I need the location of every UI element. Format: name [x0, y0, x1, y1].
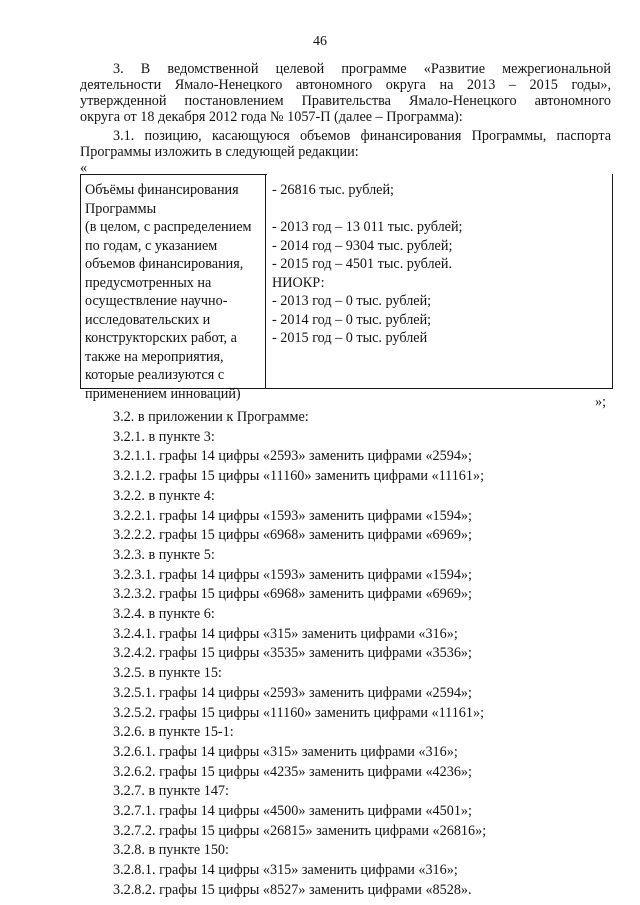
table-left-line: конструкторских работ, а [85, 330, 237, 346]
amendment-item: 3.2.4.1. графы 14 цифры «315» заменить цифрами «316»; [113, 625, 458, 642]
closing-quote: »; [595, 394, 607, 410]
page-number: 46 [313, 34, 327, 49]
financing-table [80, 174, 613, 402]
table-blank-line [272, 200, 602, 219]
niokr-year-2015: - 2015 год – 0 тыс. рублей [272, 330, 428, 346]
table-left-line: применением инноваций) [85, 385, 241, 402]
amendment-item: 3.2.6.1. графы 14 цифры «315» заменить цифрами «316»; [113, 743, 458, 760]
amendment-item: 3.2.3.1. графы 14 цифры «1593» заменить цифрами «1594»; [113, 566, 472, 583]
table-left-line: (в целом, с распределением [85, 219, 252, 235]
amendment-item: 3.2.3. в пункте 5: [113, 546, 215, 563]
amendment-item: 3.2.8.1. графы 14 цифры «315» заменить цифрами «316»; [113, 862, 458, 879]
amendment-item: 3.2.4.2. графы 15 цифры «3535» заменить цифрами «3536»; [113, 645, 472, 662]
amendment-item: 3.2.5.1. графы 14 цифры «2593» заменить цифрами «2594»; [113, 684, 472, 701]
table-left-line: исследовательских и [85, 311, 211, 328]
financing-year-2013: - 2013 год – 13 011 тыс. рублей; [272, 219, 463, 235]
table-left-line: также на мероприятия, [85, 348, 224, 365]
opening-quote: « [80, 160, 88, 176]
item-3-1-line-1: 3.1. позицию, касающуюся объемов финансирования Программы, паспорта [113, 128, 611, 144]
niokr-year-2013: - 2013 год – 0 тыс. рублей; [272, 293, 432, 309]
table-left-line: по годам, с указанием [85, 237, 218, 254]
table-left-cell [85, 181, 263, 403]
intro-line-2: деятельности Ямало-Ненецкого автономного округа на 2013 – 2015 годы», [80, 77, 611, 93]
amendment-item: 3.2.3.2. графы 15 цифры «6968» заменить цифрами «6969»; [113, 586, 472, 603]
amendment-item: 3.2.6.2. графы 15 цифры «4235» заменить цифрами «4236»; [113, 763, 472, 780]
table-left-line: осуществление научно- [85, 293, 228, 309]
niokr-label: НИОКР: [272, 274, 325, 291]
table-left-line: предусмотренных на [85, 274, 212, 291]
intro-line-3: утвержденной постановлением Правительства Ямало-Ненецкого автономного [80, 93, 611, 109]
amendment-item: 3.2.1.2. графы 15 цифры «11160» заменить цифрами «11161»; [113, 468, 485, 485]
financing-year-2014: - 2014 год – 9304 тыс. рублей; [272, 237, 453, 254]
table-left-line: Объёмы финансирования [85, 182, 239, 198]
amendment-item: 3.2.2.2. графы 15 цифры «6968» заменить цифрами «6969»; [113, 527, 472, 544]
amendment-item: 3.2.8. в пункте 150: [113, 842, 229, 859]
amendment-item: 3.2.5.2. графы 15 цифры «11160» заменить цифрами «11161»; [113, 704, 485, 721]
amendment-list [113, 408, 486, 901]
table-right-cell [272, 181, 602, 348]
table-left-line: объемов финансирования, [85, 256, 244, 272]
amendment-item: 3.2.7. в пункте 147: [113, 783, 229, 800]
table-left-line: Программы [85, 200, 157, 217]
amendment-item: 3.2.6. в пункте 15-1: [113, 724, 234, 741]
amendment-item: 3.2. в приложении к Программе: [113, 409, 309, 425]
amendment-item: 3.2.5. в пункте 15: [113, 665, 222, 682]
amendment-item: 3.2.2. в пункте 4: [113, 487, 215, 504]
intro-line-1: 3. В ведомственной целевой программе «Развитие межрегиональной [113, 61, 611, 77]
amendment-item: 3.2.8.2. графы 15 цифры «8527» заменить цифрами «8528». [113, 881, 472, 898]
amendment-item: 3.2.4. в пункте 6: [113, 606, 215, 623]
financing-total: - 26816 тыс. рублей; [272, 182, 394, 198]
amendment-item: 3.2.1.1. графы 14 цифры «2593» заменить цифрами «2594»; [113, 448, 472, 465]
niokr-year-2014: - 2014 год – 0 тыс. рублей; [272, 311, 432, 328]
table-top-border [81, 174, 267, 175]
item-3-1-line-2: Программы изложить в следующей редакции: [80, 144, 359, 160]
table-left-line: которые реализуются с [85, 367, 225, 383]
intro-line-4: округа от 18 декабря 2012 года № 1057-П (далее – Программа): [80, 109, 463, 125]
amendment-item: 3.2.2.1. графы 14 цифры «1593» заменить цифрами «1594»; [113, 507, 472, 524]
amendment-item: 3.2.7.2. графы 15 цифры «26815» заменить цифрами «26816»; [113, 822, 487, 839]
financing-year-2015: - 2015 год – 4501 тыс. рублей. [272, 256, 452, 272]
amendment-item: 3.2.7.1. графы 14 цифры «4500» заменить цифрами «4501»; [113, 803, 472, 820]
table-column-divider [265, 174, 266, 388]
amendment-item: 3.2.1. в пункте 3: [113, 428, 215, 445]
